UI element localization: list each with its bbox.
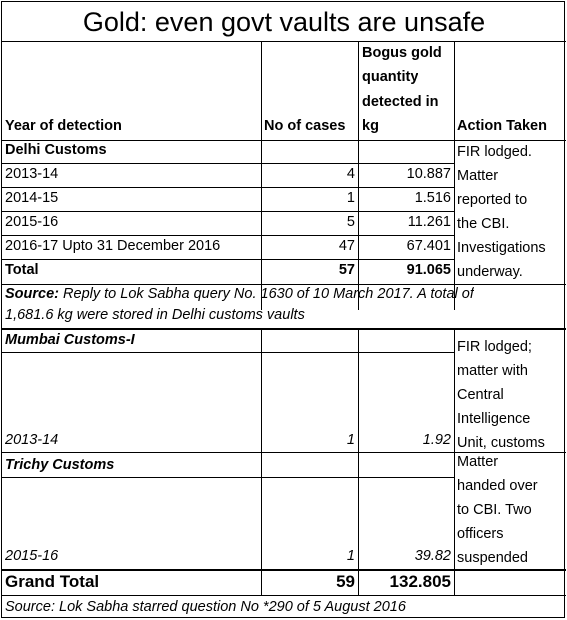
delhi-action: [457, 140, 565, 284]
table-row-cases: 47: [338, 238, 355, 254]
table-row-qty: 10.887: [406, 166, 451, 182]
action-line: Matter: [457, 454, 499, 470]
gold-table: [1, 1, 565, 618]
action-line: Intelligence: [457, 411, 531, 427]
table-row-qty: 1.92: [422, 432, 451, 448]
row-divider: [2, 477, 454, 478]
page-title: Gold: even govt vaults are unsafe: [2, 2, 566, 42]
section-trichy: Trichy Customs: [5, 457, 115, 473]
section-mumbai: Mumbai Customs-I: [5, 332, 135, 348]
row-divider: [2, 235, 454, 236]
table-row-qty: 1.516: [414, 190, 451, 206]
row-divider: [2, 284, 566, 285]
table-row-year: 2015-16: [5, 548, 59, 564]
total-label: Total: [5, 262, 39, 278]
action-line: Investigations: [457, 240, 546, 256]
table-row-qty: 39.82: [414, 548, 451, 564]
row-divider: [2, 211, 454, 212]
delhi-source-line1: [5, 286, 474, 302]
table-row-year: 2016-17 Upto 31 December 2016: [5, 238, 221, 254]
table-row-cases: 1: [346, 548, 355, 564]
source-text: Reply to Lok Sabha query No. 1630 of 10 March 2017. A total of: [59, 286, 474, 302]
table-row-year: 2014-15: [5, 190, 59, 206]
action-line: Matter: [457, 168, 499, 184]
action-line: suspended: [457, 550, 528, 566]
table-row-qty: 67.401: [406, 238, 451, 254]
table-row-year: 2015-16: [5, 214, 59, 230]
row-divider: [2, 259, 454, 260]
table-row-cases: 1: [346, 190, 355, 206]
row-divider: [2, 352, 454, 353]
action-line: handed over: [457, 478, 538, 494]
table-row-qty: 11.261: [407, 214, 451, 230]
table-row-year: 2013-14: [5, 432, 59, 448]
table-row-cases: 1: [346, 432, 355, 448]
section-delhi: Delhi Customs: [5, 142, 107, 158]
action-line: Central: [457, 387, 504, 403]
action-line: the CBI.: [457, 216, 510, 232]
header-year: Year of detection: [5, 118, 122, 134]
action-line: FIR lodged.: [457, 144, 532, 160]
action-line: FIR lodged;: [457, 339, 532, 355]
header-cases: No of cases: [264, 118, 346, 134]
mumbai-action: [457, 335, 565, 455]
action-line: matter with: [457, 363, 528, 379]
header-bogus-1: Bogus gold: [362, 45, 442, 61]
col-divider: [454, 42, 455, 310]
row-divider: [2, 595, 566, 596]
header-bogus-3: detected in: [362, 94, 439, 110]
action-line: officers: [457, 526, 504, 542]
action-line: underway.: [457, 264, 523, 280]
grand-total-cases: 59: [336, 572, 355, 591]
row-divider: [2, 328, 566, 330]
trichy-action: [457, 450, 565, 570]
action-line: to CBI. Two: [457, 502, 532, 518]
header-bogus-4: kg: [362, 118, 379, 134]
source-label: Source:: [5, 286, 59, 302]
action-line: reported to: [457, 192, 528, 208]
total-cases: 57: [338, 262, 355, 278]
total-qty: 91.065: [406, 262, 451, 278]
table-row-cases: 4: [346, 166, 355, 182]
header-action: Action Taken: [457, 118, 547, 134]
grand-total-qty: 132.805: [389, 572, 451, 591]
footer-source: Source: Lok Sabha starred question No *290 of 5 August 2016: [5, 599, 406, 615]
table-row-year: 2013-14: [5, 166, 59, 182]
row-divider: [2, 163, 454, 164]
action-line: Unit, customs: [457, 435, 545, 451]
header-bogus-2: quantity: [362, 69, 419, 85]
table-row-cases: 5: [346, 214, 355, 230]
delhi-source-line2: 1,681.6 kg were stored in Delhi customs vaults: [5, 307, 305, 323]
grand-total-label: Grand Total: [5, 572, 100, 591]
col-divider: [454, 329, 455, 596]
row-divider: [2, 187, 454, 188]
